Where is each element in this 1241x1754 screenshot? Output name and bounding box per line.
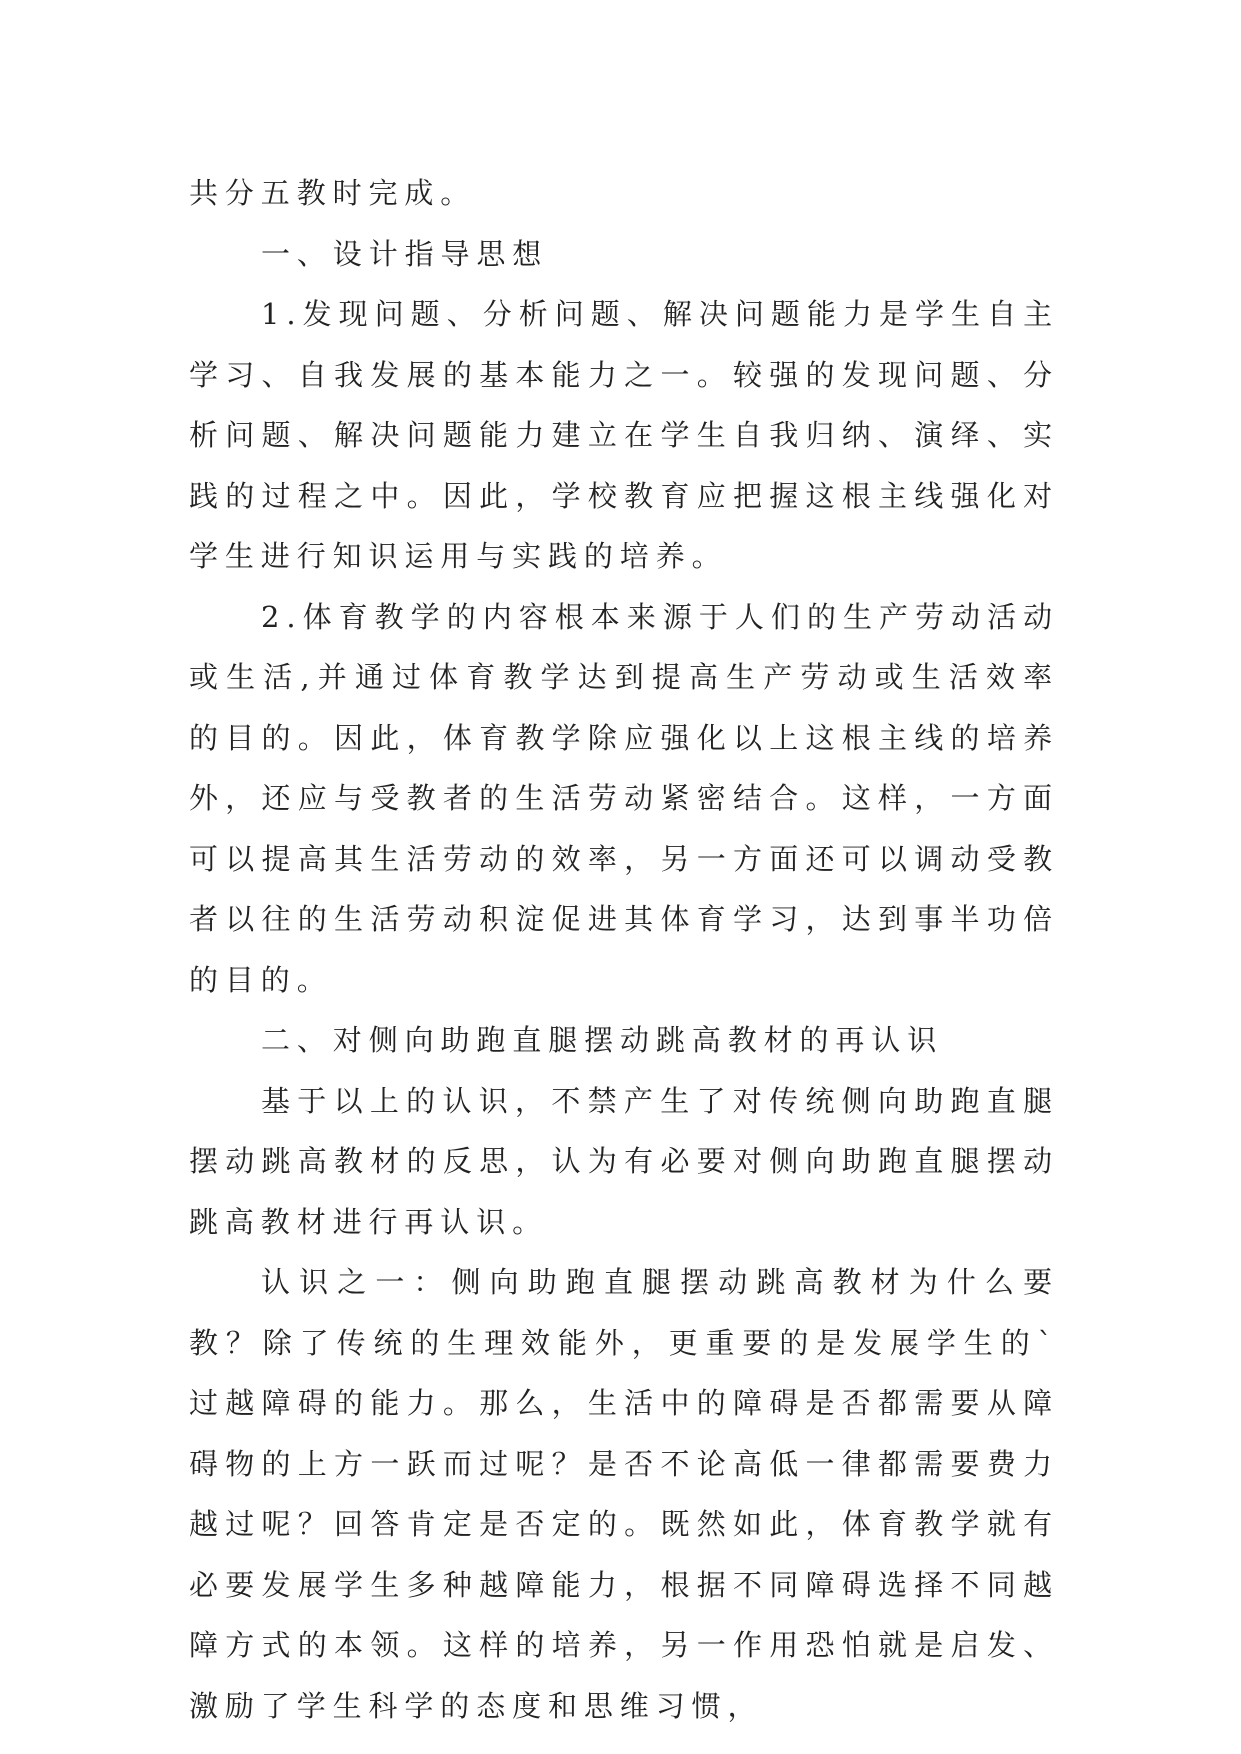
paragraph-3: 2.体育教学的内容根本来源于人们的生产劳动活动或生活,并通过体育教学达到提高生产劳动或生活效率的目的。因此，体育教学除应强化以上这根主线的培养外，还应与受教者的生活劳动紧密结合。这样，一方面可以提高其生活劳动的效率，另一方面还可以调动受教者以往的生活劳动积淀促进其体育学习，达到事半功倍的目的。: [189, 599, 1059, 997]
paragraph-2: 1.发现问题、分析问题、解决问题能力是学生自主学习、自我发展的基本能力之一。较强的发现问题、分析问题、解决问题能力建立在学生自我归纳、演绎、实践的过程之中。因此，学校教育应把握这根主线强化对学生进行知识运用与实践的培养。: [189, 297, 1059, 573]
paragraph-5: 认识之一：侧向助跑直腿摆动跳高教材为什么要教？除了传统的生理效能外，更重要的是发展学生的`过越障碍的能力。那么，生活中的障碍是否都需要从障碍物的上方一跃而过呢？是否不论高低一律都需要费力越过呢？回答肯定是否定的。既然如此，体育教学就有必要发展学生多种越障能力，根据不同障碍选择不同越障方式的本领。这样的培养，另一作用恐怕就是启发、激励了学生科学的态度和思维习惯，: [189, 1265, 1059, 1723]
paragraph-4: 基于以上的认识，不禁产生了对传统侧向助跑直腿摆动跳高教材的反思，认为有必要对侧向助跑直腿摆动跳高教材进行再认识。: [189, 1083, 1059, 1239]
section-heading-1: 一、设计指导思想: [261, 236, 549, 271]
section-heading-2: 二、对侧向助跑直腿摆动跳高教材的再认识: [261, 1023, 944, 1057]
paragraph-1: 共分五教时完成。: [189, 176, 477, 210]
document-body: [189, 163, 1059, 1736]
